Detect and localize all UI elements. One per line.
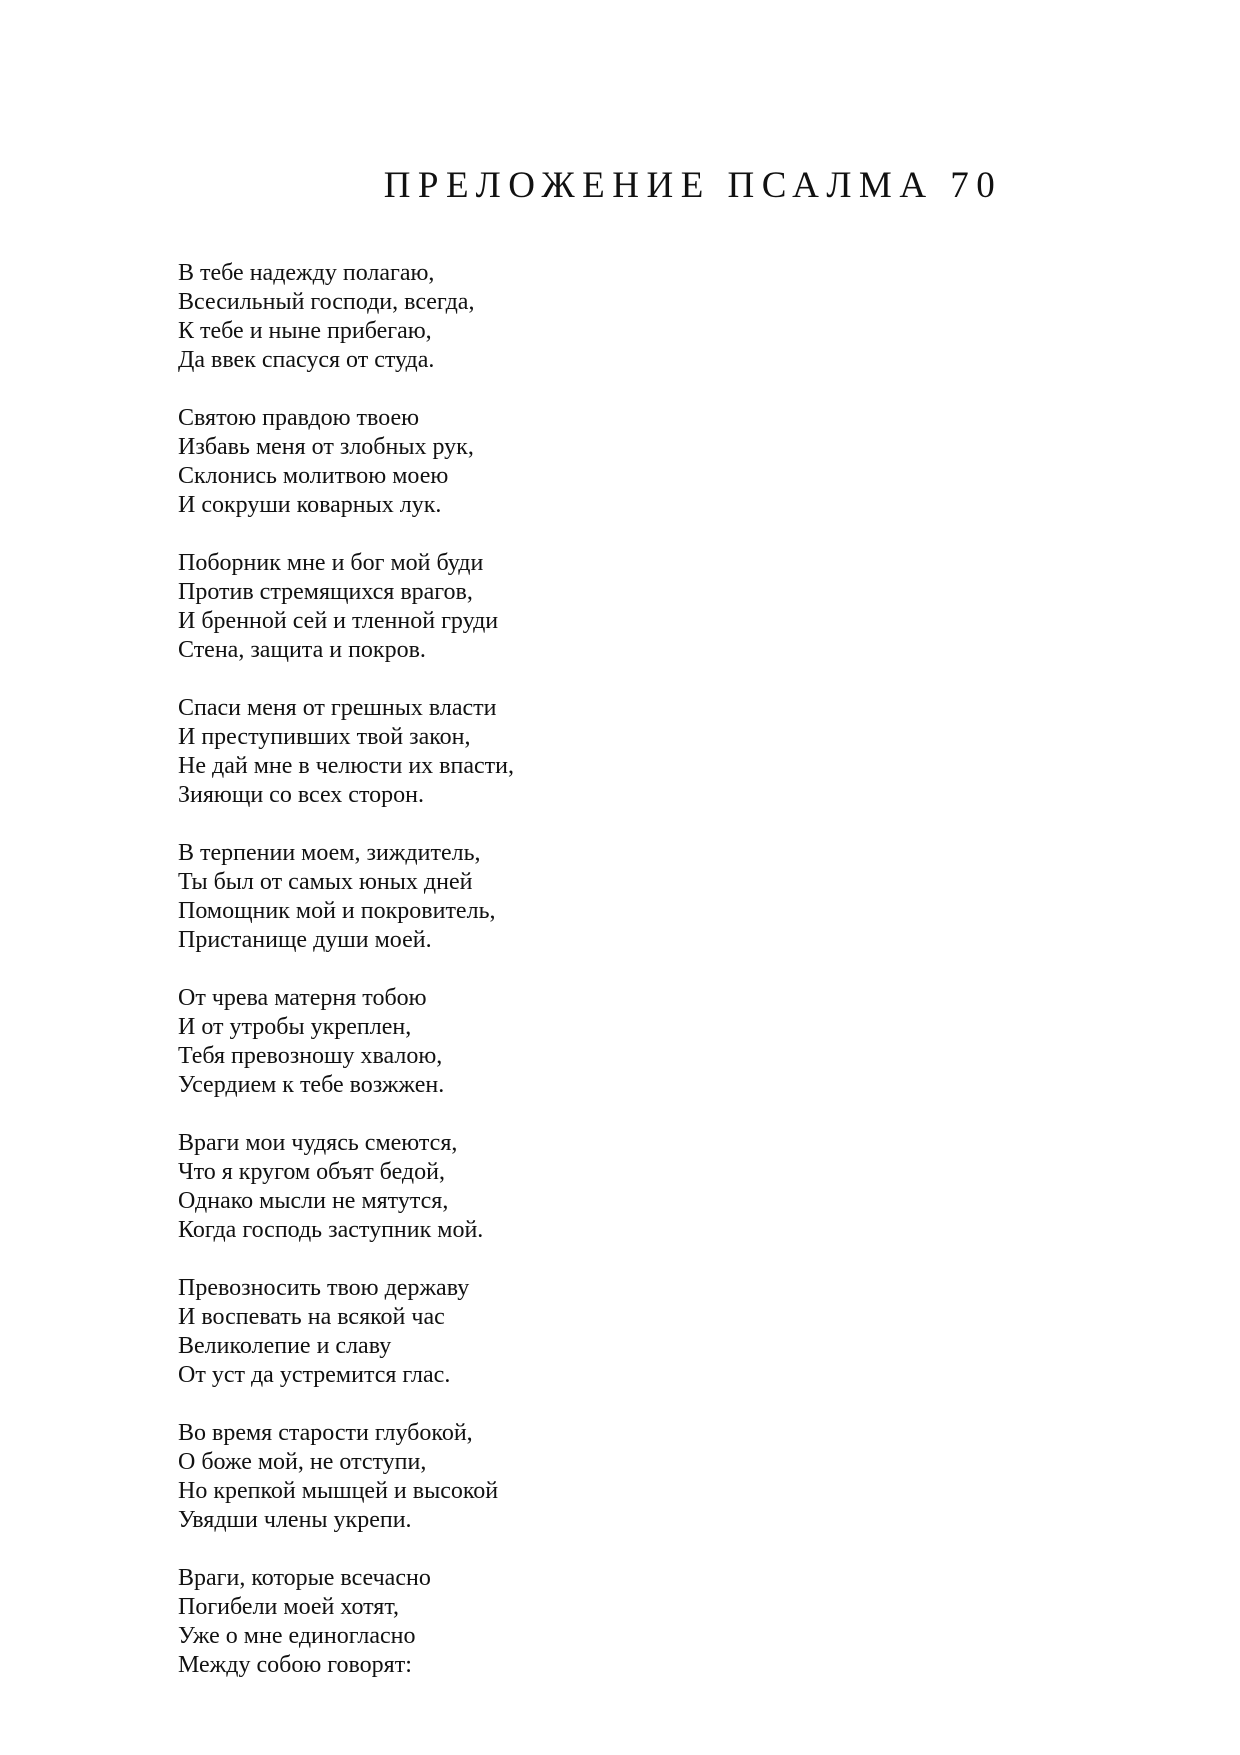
poem-line: Зияющи со всех сторон.: [178, 782, 424, 808]
poem-line: Великолепие и славу: [178, 1333, 392, 1359]
poem-line: Не дай мне в челюсти их впасти,: [178, 753, 514, 779]
poem-line: Однако мысли не мятутся,: [178, 1188, 449, 1214]
poem-line: Ты был от самых юных дней: [178, 869, 473, 895]
poem-line: Спаси меня от грешных власти: [178, 695, 497, 721]
poem-line: От чрева матерня тобою: [178, 985, 427, 1011]
poem-line: Всесильный господи, всегда,: [178, 289, 475, 315]
poem-line: Пристанище души моей.: [178, 927, 432, 953]
stanza: [178, 984, 1078, 1129]
poem-line: Помощник мой и покровитель,: [178, 898, 496, 924]
poem-line: И сокруши коварных лук.: [178, 492, 442, 518]
poem-line: Когда господь заступник мой.: [178, 1217, 484, 1243]
poem-line: Уже о мне единогласно: [178, 1623, 416, 1649]
poem-line: К тебе и ныне прибегаю,: [178, 318, 432, 344]
poem-line: И воспевать на всякой час: [178, 1304, 445, 1330]
poem-line: От уст да устремится глас.: [178, 1362, 451, 1388]
stanza: [178, 1274, 1078, 1419]
poem-line: Да ввек спасуся от студа.: [178, 347, 435, 373]
stanza: [178, 839, 1078, 984]
poem-line: О боже мой, не отступи,: [178, 1449, 427, 1475]
poem-title: ПРЕЛОЖЕНИЕ ПСАЛМА 70: [383, 165, 1003, 206]
poem-line: Враги мои чудясь смеются,: [178, 1130, 458, 1156]
poem-line: И от утробы укреплен,: [178, 1014, 412, 1040]
poem-line: Поборник мне и бог мой буди: [178, 550, 484, 576]
poem-line: Во время старости глубокой,: [178, 1420, 473, 1446]
poem-line: Стена, защита и покров.: [178, 637, 426, 663]
poem-line: Усердием к тебе возжжен.: [178, 1072, 445, 1098]
poem-line: Но крепкой мышцей и высокой: [178, 1478, 499, 1504]
poem-line: Враги, которые всечасно: [178, 1565, 431, 1591]
poem-line: Между собою говорят:: [178, 1652, 412, 1678]
poem-line: И преступивших твой закон,: [178, 724, 471, 750]
stanza: [178, 694, 1078, 839]
poem-line: В терпении моем, зиждитель,: [178, 840, 481, 866]
stanza: [178, 259, 1078, 404]
poem-body: [178, 259, 1078, 1709]
stanza: [178, 1564, 1078, 1709]
poem-line: Увядши члены укрепи.: [178, 1507, 412, 1533]
stanza: [178, 1129, 1078, 1274]
poem-line: Превозносить твою державу: [178, 1275, 470, 1301]
poem-line: Тебя превозношу хвалою,: [178, 1043, 443, 1069]
poem-line: Погибели моей хотят,: [178, 1594, 400, 1620]
poem-line: Что я кругом объят бедой,: [178, 1159, 445, 1185]
poem-line: И бренной сей и тленной груди: [178, 608, 499, 634]
stanza: [178, 404, 1078, 549]
poem-line: В тебе надежду полагаю,: [178, 260, 435, 286]
stanza: [178, 1419, 1078, 1564]
poem-line: Избавь меня от злобных рук,: [178, 434, 474, 460]
poem-line: Святою правдою твоею: [178, 405, 420, 431]
stanza: [178, 549, 1078, 694]
poem-line: Склонись молитвою моею: [178, 463, 449, 489]
poem-line: Против стремящихся врагов,: [178, 579, 473, 605]
